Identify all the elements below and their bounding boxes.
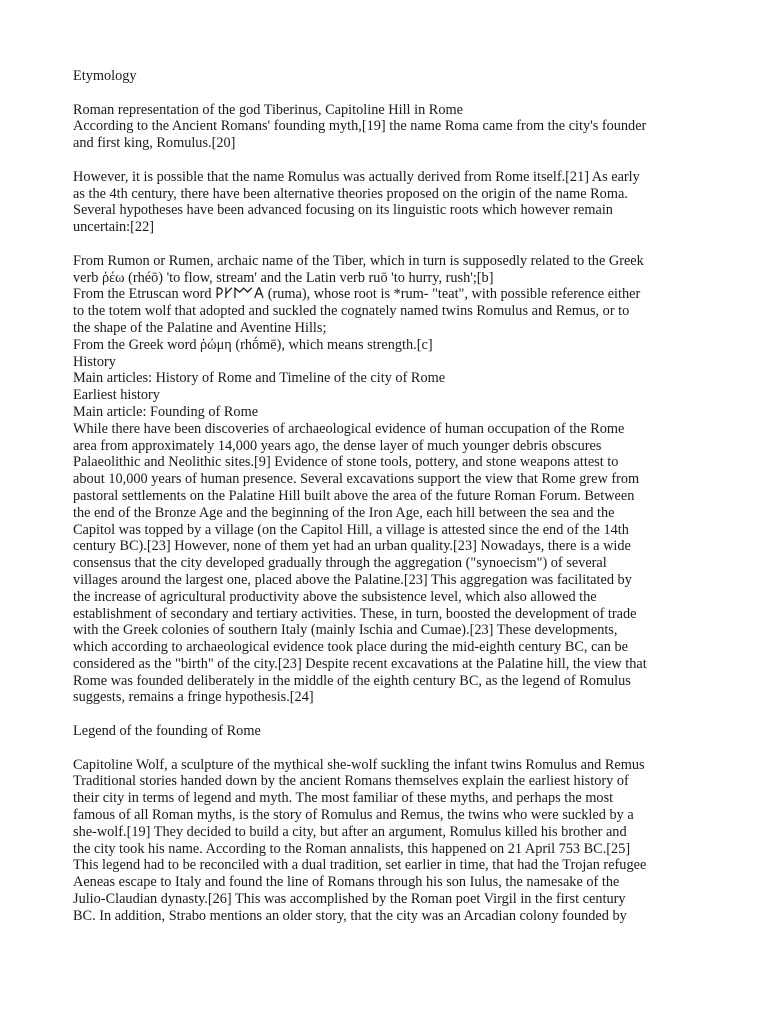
text-line: Traditional stories handed down by the ancient Romans themselves explain the earliest history of [73,773,629,790]
text-line: pastoral settlements on the Palatine Hill built above the area of the future Roman Forum. Between [73,487,635,504]
text-line: However, it is possible that the name Romulus was actually derived from Rome itself.[21] As early [73,168,640,185]
text-line: about 10,000 years of human presence. Several excavations support the view that Rome grew from [73,471,640,488]
text-line: famous of all Roman myths, is the story of Romulus and Remus, the twins who were suckled by a [73,807,634,824]
text-line: Aeneas escape to Italy and found the line of Romans through his son Iulus, the namesake of the [73,874,620,891]
text-line: suggests, remains a fringe hypothesis.[24] [73,689,314,706]
text-line: Earliest history [73,387,160,404]
text-line: While there have been discoveries of archaeological evidence of human occupation of the Rome [73,420,625,437]
text-line: uncertain:[22] [73,219,154,236]
text-line: as the 4th century, there have been alternative theories proposed on the origin of the name Roma. [73,185,628,202]
text-line: the end of the Bronze Age and the beginning of the Iron Age, each hill between the sea and the [73,504,615,521]
paragraph-gap [73,152,703,169]
text-line: the shape of the Palatine and Aventine Hills; [73,319,327,336]
text-line: villages around the largest one, placed above the Palatine.[23] This aggregation was facilitated by [73,571,632,588]
text-line: From the Etruscan word 𐌓𐌖𐌌𐌀 (ruma), whose root is *rum- "teat", with possible reference either [73,286,641,303]
paragraph-gap [73,85,703,102]
text-line: and first king, Romulus.[20] [73,135,236,152]
text-line: century BC).[23] However, none of them yet had an urban quality.[23] Nowadays, there is a wide [73,538,631,555]
text-line: Main articles: History of Rome and Timeline of the city of Rome [73,370,446,387]
paragraph-gap [73,236,703,253]
text-line: with the Greek colonies of southern Italy (mainly Ischia and Cumae).[23] These developments, [73,622,618,639]
text-line: the city took his name. According to the Roman annalists, this happened on 21 April 753 BC.[25] [73,840,631,857]
text-line: considered as the "birth" of the city.[23] Despite recent excavations at the Palatine hill, the view that [73,655,647,672]
text-line: BC. In addition, Strabo mentions an older story, that the city was an Arcadian colony founded by [73,907,627,924]
text-line: Capitol was topped by a village (on the Capitol Hill, a village is attested since the end of the 14th [73,521,629,538]
text-line: establishment of secondary and tertiary activities. These, in turn, boosted the development of trade [73,605,637,622]
text-line: Capitoline Wolf, a sculpture of the mythical she-wolf suckling the infant twins Romulus and Remus [73,756,645,773]
paragraph-gap [73,706,703,723]
text-line: According to the Ancient Romans' founding myth,[19] the name Roma came from the city's founder [73,118,647,135]
text-line: the increase of agricultural productivity above the subsistence level, which also allowed the [73,588,597,605]
paragraph-gap [73,740,703,757]
text-line: Roman representation of the god Tiberinus, Capitoline Hill in Rome [73,101,463,118]
text-line: Several hypotheses have been advanced focusing on its linguistic roots which however remain [73,202,613,219]
text-line: Julio-Claudian dynasty.[26] This was accomplished by the Roman poet Virgil in the first century [73,891,626,908]
text-line: to the totem wolf that adopted and suckled the cognately named twins Romulus and Remus, or to [73,303,630,320]
text-line: Rome was founded deliberately in the middle of the eighth century BC, as the legend of Romulus [73,672,631,689]
text-line: Legend of the founding of Rome [73,723,261,740]
text-line: From Rumon or Rumen, archaic name of the Tiber, which in turn is supposedly related to the Greek [73,252,644,269]
text-line: which according to archaeological evidence took place during the mid-eighth century BC, can be [73,639,628,656]
text-line: Etymology [73,68,137,84]
text-line: she-wolf.[19] They decided to build a city, but after an argument, Romulus killed his brother and [73,823,627,840]
text-line: Palaeolithic and Neolithic sites.[9] Evidence of stone tools, pottery, and stone weapons attest to [73,454,619,471]
text-line: their city in terms of legend and myth. The most familiar of these myths, and perhaps the most [73,790,614,807]
text-line: Main article: Founding of Rome [73,403,259,420]
document-page [73,68,703,925]
text-line: consensus that the city developed gradually through the aggregation ("synoecism") of several [73,555,607,572]
text-line: This legend had to be reconciled with a dual tradition, set earlier in time, that had the Trojan refugee [73,857,647,874]
text-line: verb ῥέω (rhéō) 'to flow, stream' and the Latin verb ruō 'to hurry, rush';[b] [73,269,494,286]
text-line: area from approximately 14,000 years ago, the dense layer of much younger debris obscures [73,437,602,454]
text-line: From the Greek word ῥώμη (rhṓmē), which means strength.[c] [73,336,433,353]
text-line: History [73,353,116,370]
